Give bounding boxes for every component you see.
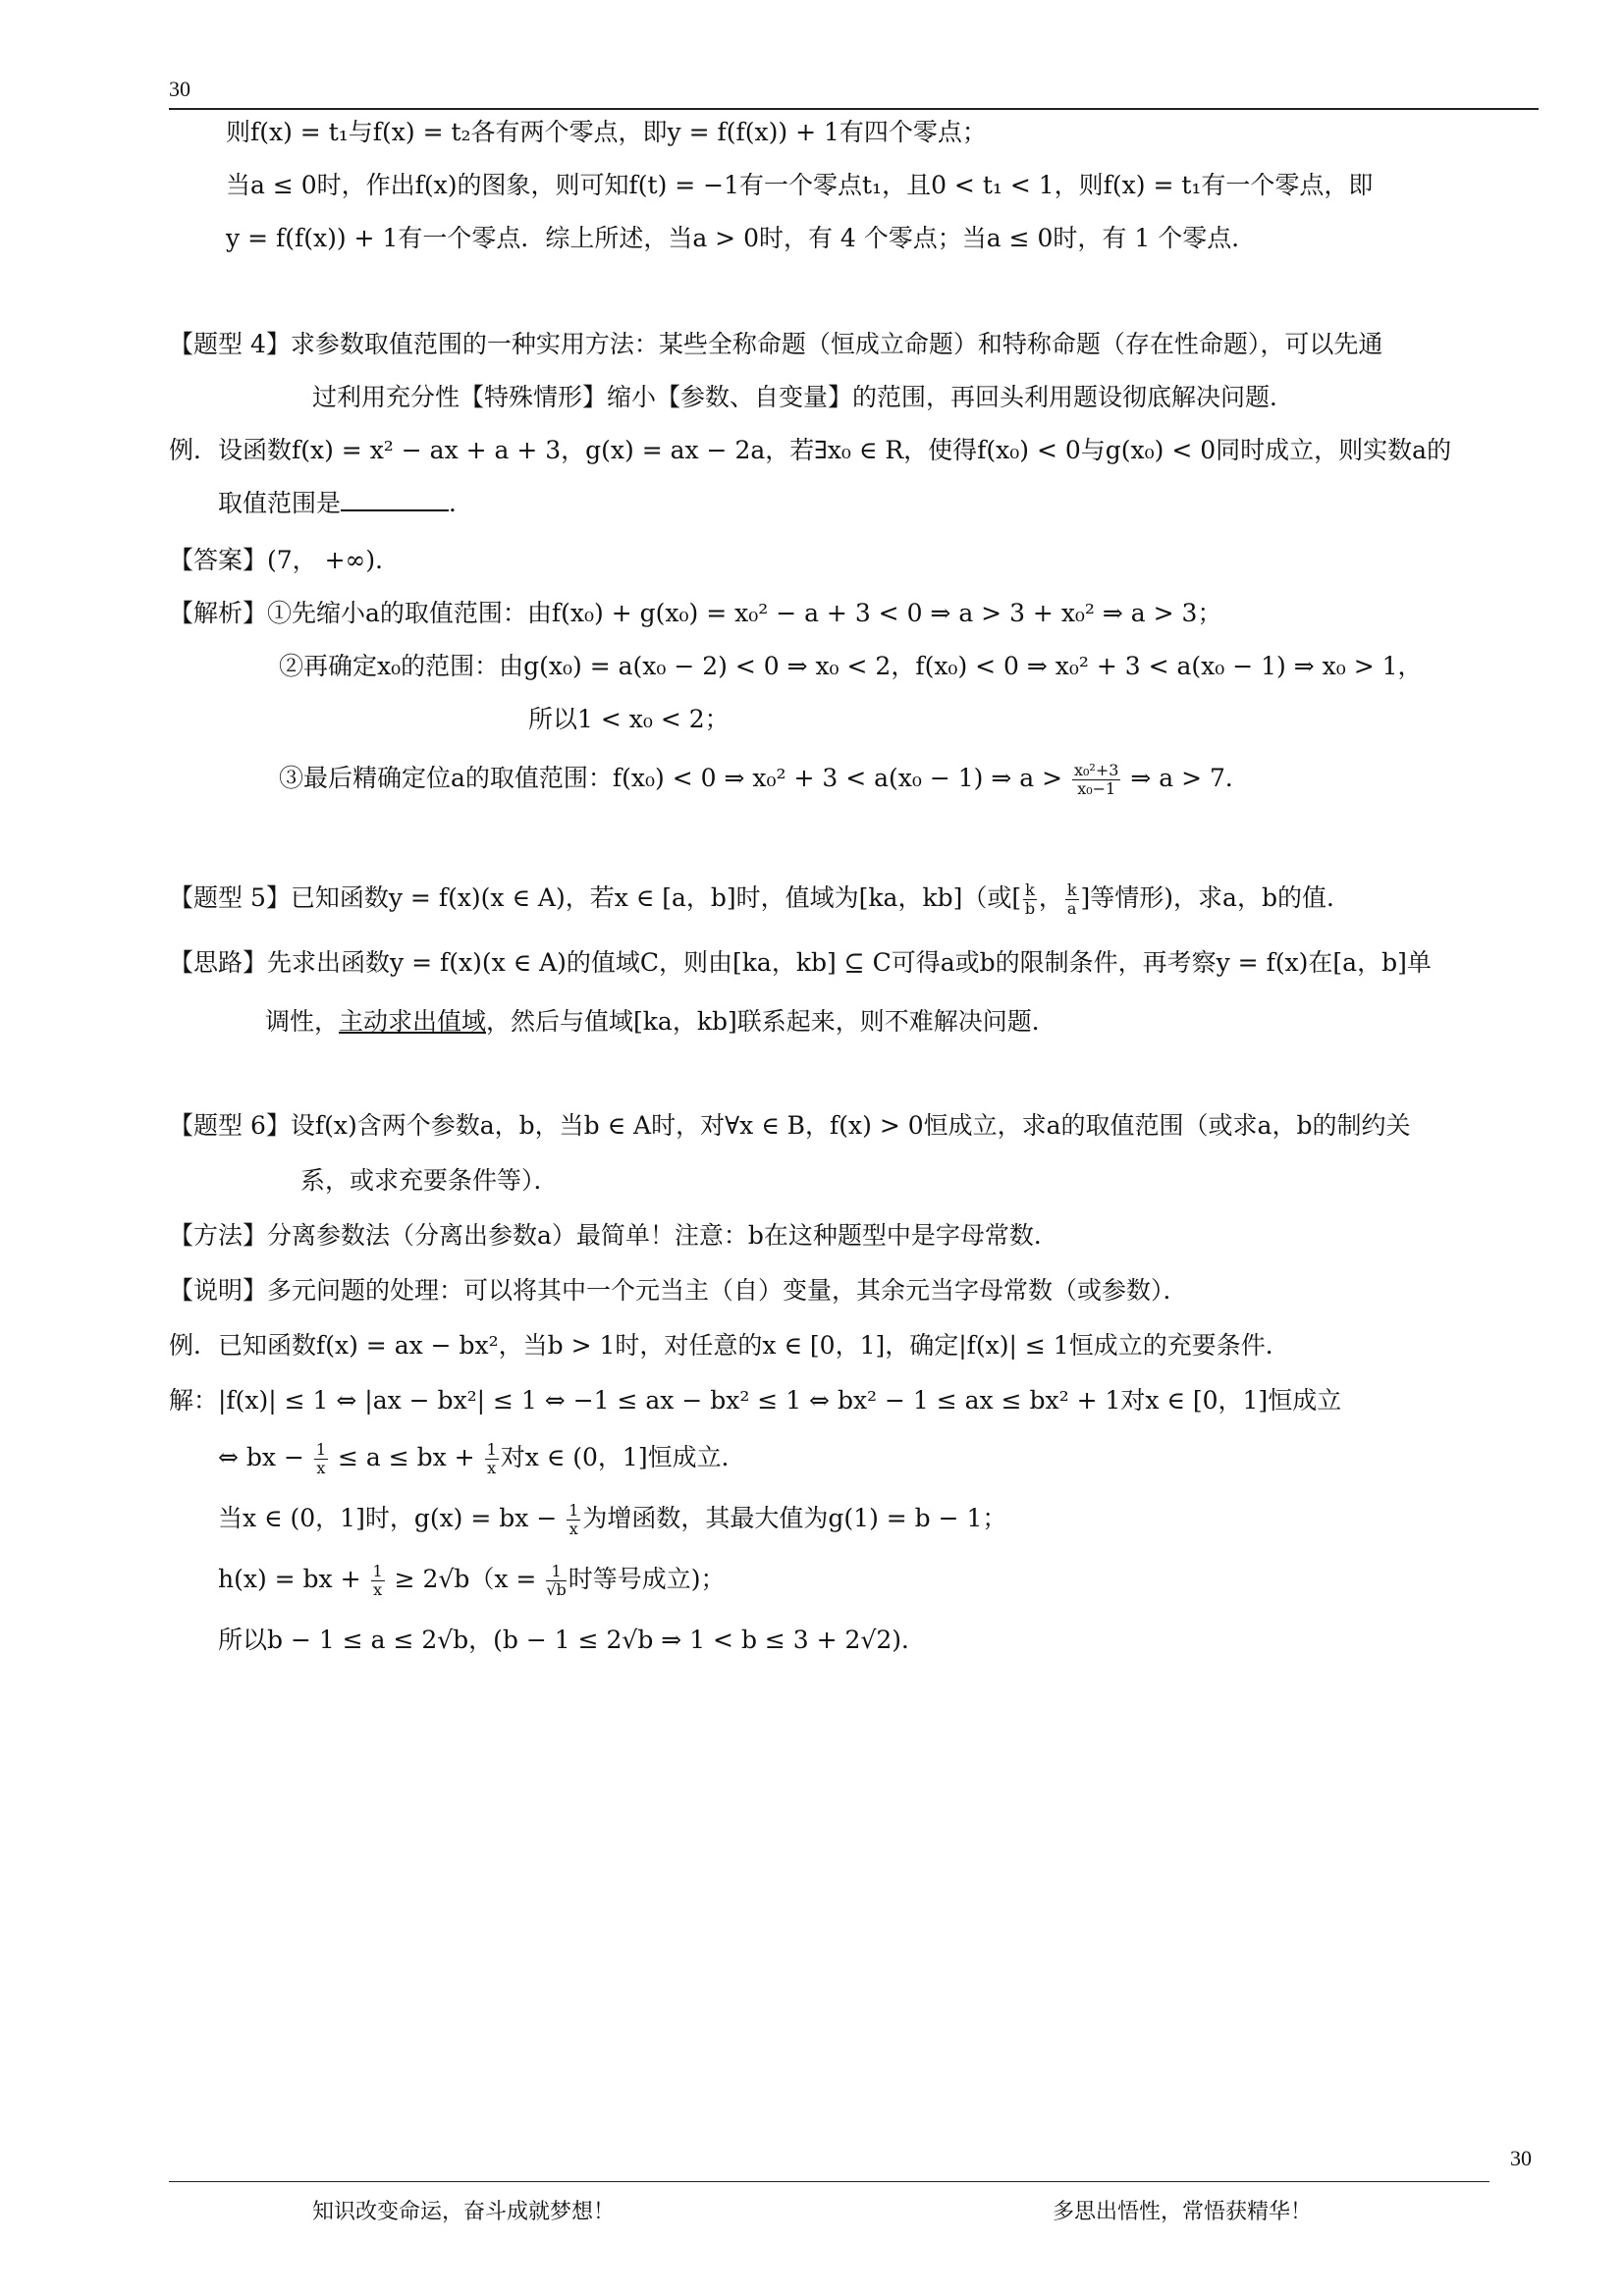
example-1-text: 取值范围是	[218, 489, 342, 517]
fraction-k-over-a	[1065, 881, 1079, 918]
fraction-numerator: k	[1066, 881, 1077, 899]
sol3-a: 当x ∈ (0，1]时，g(x) = bx −	[218, 1504, 558, 1532]
sol3-b: 为增函数，其最大值为g(1) = b − 1；	[582, 1504, 1007, 1532]
answer-blank	[341, 488, 449, 511]
fraction-denominator: b	[1024, 899, 1036, 918]
text-line-2: 当a ≤ 0时，作出f(x)的图象，则可知f(t) = −1有一个零点t₁，且0 < t₁ < 1，则f(x) = t₁有一个零点，即	[226, 171, 1374, 199]
fraction-1-over-sqrt-b	[546, 1563, 566, 1599]
topic-4-heading-cont: 过利用充分性【特殊情形】缩小【参数、自变量】的范围，再回头利用题设彻底解决问题．	[312, 383, 1295, 411]
sol4-c: 时等号成立)；	[568, 1565, 726, 1593]
fraction-1-over-x	[314, 1441, 328, 1477]
topic-5-comma: ，	[1038, 883, 1063, 912]
approach-cont-start: 调性，	[265, 1007, 340, 1036]
answer-line: 【答案】(7， +∞)．	[169, 546, 401, 574]
step-3-result: ⇒ a > 7．	[1130, 764, 1250, 792]
topic-6-heading-cont: 系，或求充要条件等）．	[300, 1166, 559, 1195]
header-rule	[169, 108, 1539, 110]
fraction-denominator: x₀−1	[1077, 779, 1116, 798]
step-3-text: ③最后精确定位a的取值范围：f(x₀) < 0 ⇒ x₀² + 3 < a(x₀ − 1) ⇒ a >	[279, 764, 1063, 792]
approach-line: 【思路】先求出函数y = f(x)(x ∈ A)的值域C，则由[ka，kb] ⊆ C可得a或b的限制条件，再考察y = f(x)在[a，b]单	[169, 948, 1432, 977]
page-number-top: 30	[169, 77, 190, 101]
solution-line-1: 解：|f(x)| ≤ 1 ⇔ |ax − bx²| ≤ 1 ⇔ −1 ≤ ax − bx² ≤ 1 ⇔ bx² − 1 ≤ ax ≤ bx² + 1对x ∈ [0，1]恒成立	[169, 1386, 1342, 1415]
text-line-1: 则f(x) = t₁与f(x) = t₂各有两个零点，即y = f(f(x)) + 1有四个零点；	[226, 118, 987, 146]
fraction-denominator: a	[1066, 899, 1077, 918]
note-line: 【说明】多元问题的处理：可以将其中一个元当主（自）变量，其余元当字母常数（或参数）．	[169, 1276, 1188, 1305]
topic-6-heading: 【题型 6】设f(x)含两个参数a，b，当b ∈ A时，对∀x ∈ B，f(x) > 0恒成立，求a的取值范围（或求a，b的制约关	[169, 1111, 1411, 1140]
sol2-c: 对x ∈ (0，1]恒成立．	[500, 1443, 746, 1471]
example-1-period: ．	[449, 489, 474, 517]
method-line: 【方法】分离参数法（分离出参数a）最简单！注意：b在这种题型中是字母常数．	[169, 1221, 1058, 1250]
approach-cont-end: ，然后与值域[ka，kb]联系起来，则不难解决问题．	[486, 1007, 1056, 1036]
example-1-statement: 例．设函数f(x) = x² − ax + a + 3，g(x) = ax − 2a，若∃x₀ ∈ R，使得f(x₀) < 0与g(x₀) < 0同时成立，则实数a的	[169, 436, 1452, 464]
page-number-bottom: 30	[1510, 2146, 1532, 2170]
analysis-step-2-cont: 所以1 < x₀ < 2；	[528, 705, 730, 733]
solution-line-2	[218, 1441, 746, 1477]
underlined-phrase: 主动求出值域	[339, 1007, 487, 1036]
topic-5-tail: ]等情形)，求a，b的值．	[1080, 883, 1351, 912]
fraction-k-over-b	[1023, 881, 1037, 918]
sol2-a: ⇔ bx −	[218, 1443, 304, 1471]
topic-5-heading	[169, 881, 1351, 918]
topic-4-heading: 【题型 4】求参数取值范围的一种实用方法：某些全称命题（恒成立命题）和特称命题（存在性命题），可以先通	[169, 330, 1383, 358]
analysis-step-2: ②再确定x₀的范围：由g(x₀) = a(x₀ − 2) < 0 ⇒ x₀ < 2，f(x₀) < 0 ⇒ x₀² + 3 < a(x₀ − 1) ⇒ x₀ > 1，	[279, 652, 1423, 680]
fraction-x0sq-plus-3-over-x0-minus-1	[1072, 762, 1120, 798]
fraction-numerator: 1	[315, 1440, 327, 1459]
sol2-b: ≤ a ≤ bx +	[337, 1443, 475, 1471]
fraction-denominator: √b	[546, 1580, 567, 1599]
fraction-numerator: 1	[546, 1563, 566, 1581]
example-2-statement: 例．已知函数f(x) = ax − bx²，当b > 1时，对任意的x ∈ [0，1]，确定|f(x)| ≤ 1恒成立的充要条件．	[169, 1331, 1290, 1360]
solution-line-5: 所以b − 1 ≤ a ≤ 2√b，(b − 1 ≤ 2√b ⇒ 1 < b ≤ 3 + 2√2)．	[218, 1626, 927, 1654]
fraction-numerator: 1	[486, 1440, 497, 1459]
fraction-denominator: x	[373, 1580, 383, 1599]
approach-line-cont	[265, 1005, 1056, 1039]
solution-line-3	[218, 1502, 1006, 1538]
fraction-1-over-x	[371, 1563, 385, 1599]
fraction-1-over-x	[567, 1502, 580, 1538]
footer-left-motto: 知识改变命运，奋斗成就梦想！	[312, 2200, 616, 2224]
analysis-step-1: 【解析】①先缩小a的取值范围：由f(x₀) + g(x₀) = x₀² − a + 3 < 0 ⇒ a > 3 + x₀² ⇒ a > 3；	[169, 599, 1222, 627]
solution-line-4	[218, 1563, 726, 1599]
sol4-b: ≥ 2√b（x =	[394, 1565, 537, 1593]
topic-5-text: 【题型 5】已知函数y = f(x)(x ∈ A)，若x ∈ [a，b]时，值域为[ka，kb]（或[	[169, 883, 1022, 912]
fraction-denominator: x	[568, 1520, 578, 1538]
fraction-numerator: 1	[568, 1501, 579, 1520]
example-1-statement-cont	[218, 487, 473, 520]
footer-rule	[169, 2181, 1489, 2182]
fraction-1-over-x	[485, 1441, 499, 1477]
text-line-3: y = f(f(x)) + 1有一个零点．综上所述，当a > 0时，有 4 个零点；当a ≤ 0时，有 1 个零点．	[226, 224, 1257, 252]
analysis-step-3	[279, 762, 1250, 798]
fraction-numerator: 1	[372, 1562, 383, 1580]
fraction-numerator: x₀²+3	[1073, 761, 1119, 779]
fraction-denominator: x	[316, 1459, 326, 1477]
fraction-denominator: x	[487, 1459, 497, 1477]
fraction-numerator: k	[1025, 881, 1035, 899]
footer-right-motto: 多思出悟性，常悟获精华！	[1053, 2200, 1313, 2224]
sol4-a: h(x) = bx +	[218, 1565, 361, 1593]
